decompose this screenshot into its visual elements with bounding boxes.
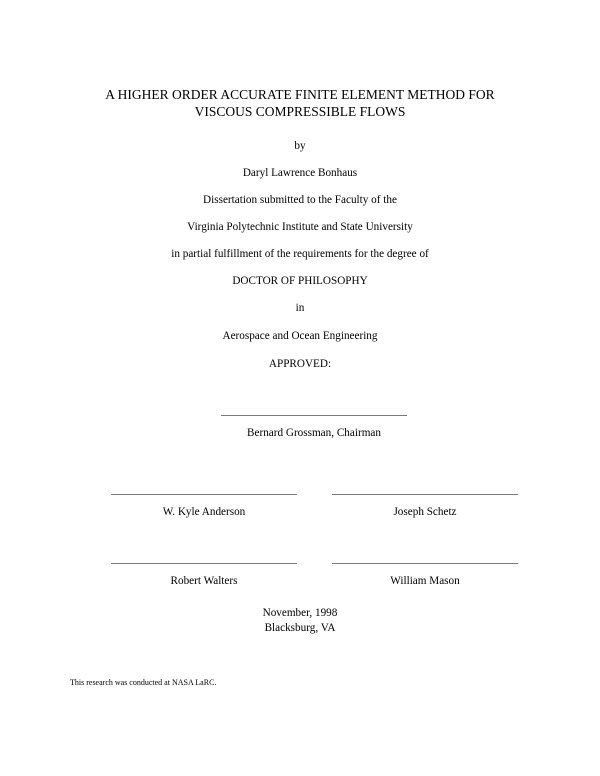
- member-4-signature-line: [332, 563, 518, 564]
- member-3-name: Robert Walters: [170, 575, 238, 587]
- department-name: Aerospace and Ocean Engineering: [222, 330, 378, 342]
- title-line-2: VISCOUS COMPRESSIBLE FLOWS: [194, 104, 406, 119]
- member-1-name: W. Kyle Anderson: [162, 506, 246, 518]
- member-1-signature-line: [111, 494, 297, 495]
- approved-label: APPROVED:: [268, 358, 332, 370]
- in-text: in: [295, 302, 305, 314]
- member-2-name: Joseph Schetz: [393, 506, 457, 518]
- author-name: Daryl Lawrence Bonhaus: [242, 167, 358, 179]
- by-text: by: [294, 140, 306, 152]
- thesis-title: [0, 86, 600, 120]
- research-footnote: This research was conducted at NASA LaRC.: [70, 678, 217, 687]
- chair-signature-line: [221, 415, 407, 416]
- university-name: Virginia Polytechnic Institute and State University: [187, 221, 413, 233]
- fulfillment-statement: in partial fulfillment of the requirements for the degree of: [171, 248, 429, 260]
- submission-date: November, 1998: [262, 607, 338, 619]
- member-4-name: William Mason: [390, 575, 460, 587]
- member-2-signature-line: [332, 494, 518, 495]
- degree-name: DOCTOR OF PHILOSOPHY: [232, 275, 368, 287]
- chair-name: Bernard Grossman, Chairman: [247, 427, 381, 439]
- title-line-1: A HIGHER ORDER ACCURATE FINITE ELEMENT METHOD FOR: [105, 87, 495, 102]
- submission-location: Blacksburg, VA: [264, 622, 336, 634]
- submission-statement: Dissertation submitted to the Faculty of the: [203, 194, 397, 206]
- member-3-signature-line: [111, 563, 297, 564]
